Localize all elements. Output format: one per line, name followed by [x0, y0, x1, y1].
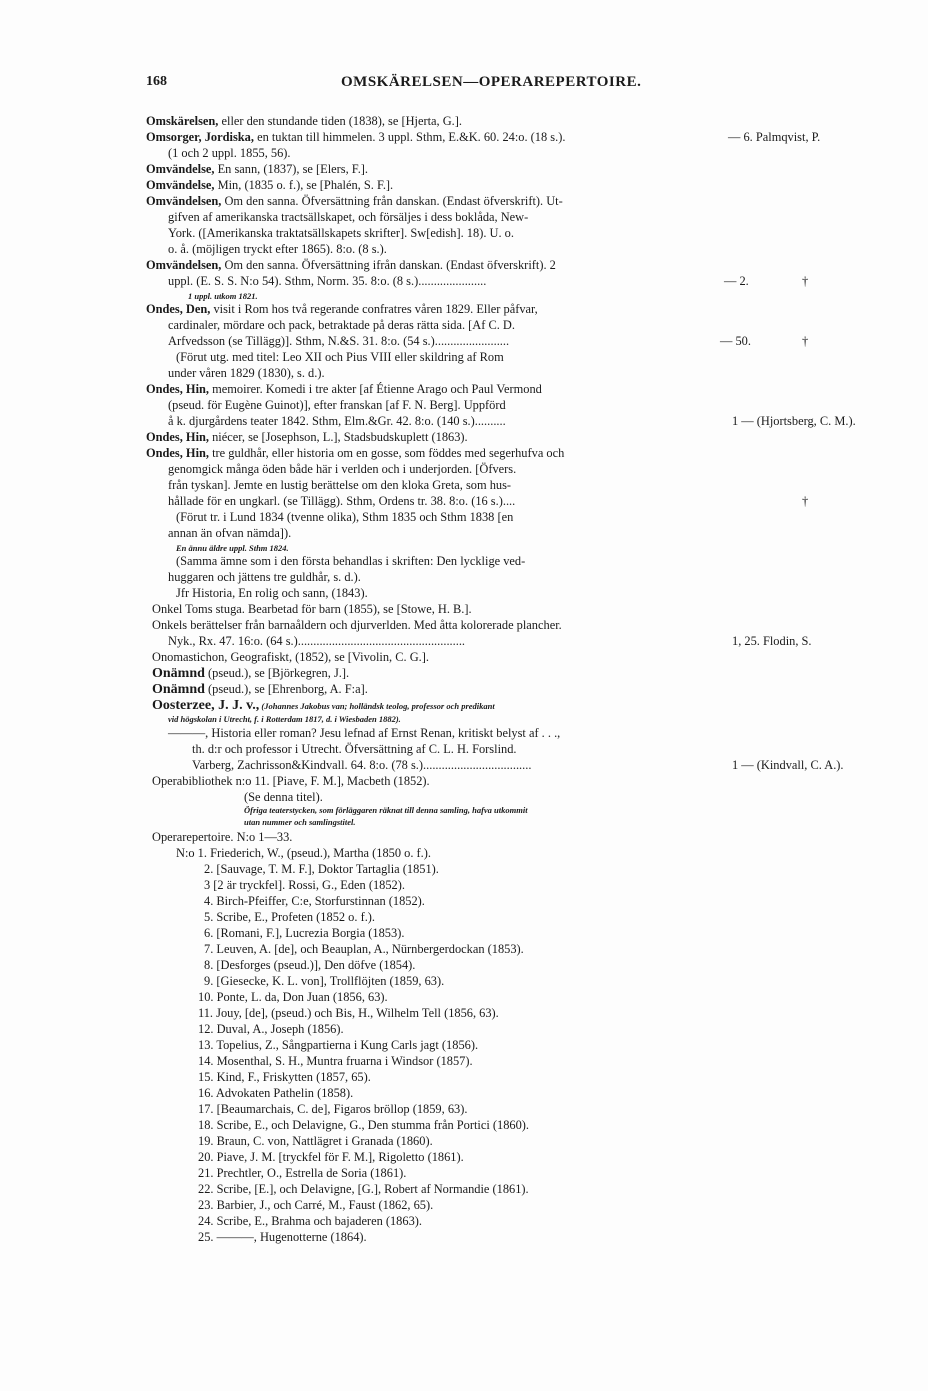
catalog-line	[204, 894, 425, 909]
entry-heading: Omskärelsen,	[146, 114, 219, 128]
entry-text: 19. Braun, C. von, Nattlägret i Granada (1860).	[198, 1134, 433, 1148]
catalog-line	[198, 1102, 467, 1117]
catalog-line	[176, 586, 368, 601]
catalog-line	[152, 666, 349, 681]
entry-heading: Omvändelsen,	[146, 258, 222, 272]
catalog-line	[198, 1054, 473, 1069]
entry-text: 12. Duval, A., Joseph (1856).	[198, 1022, 344, 1036]
running-head: OMSKÄRELSEN—OPERAREPERTOIRE.	[341, 74, 642, 90]
entry-text: 11. Jouy, [de], (pseud.) och Bis, H., Wilhelm Tell (1856, 63).	[198, 1006, 499, 1020]
entry-text: 17. [Beaumarchais, C. de], Figaros bröllop (1859, 63).	[198, 1102, 468, 1116]
catalog-line	[176, 350, 504, 365]
catalog-line	[204, 942, 524, 957]
entry-text: Om den sanna. Öfversättning från danskan. (Endast öfverskrift). Ut-	[221, 194, 563, 208]
price-entry: — 50.	[720, 334, 751, 348]
entry-text: 21. Prechtler, O., Estrella de Soria (1861).	[198, 1166, 407, 1180]
catalog-line	[152, 682, 368, 697]
entry-text: uppl. (E. S. S. N:o 54). Sthm, Norm. 35. 8:o. (8 s.)......................	[168, 274, 487, 288]
entry-text: annan än ofvan nämda]).	[168, 526, 292, 540]
price-entry: — 2.	[724, 274, 749, 288]
entry-text: 16. Advokaten Pathelin (1858).	[198, 1086, 354, 1100]
entry-text: vid högskolan i Utrecht, f. i Rotterdam 1817, d. i Wiesbaden 1882).	[168, 714, 401, 724]
catalog-line	[198, 1070, 371, 1085]
catalog-line	[168, 274, 486, 289]
catalog-line	[198, 1182, 529, 1197]
catalog-line	[176, 846, 431, 861]
catalog-line	[204, 974, 444, 989]
entry-text: (pseud.), se [Björkegren, J.].	[204, 666, 350, 680]
entry-text: Operabibliothek n:o 11. [Piave, F. M.], Macbeth (1852).	[152, 774, 430, 788]
price-entry: — 6. Palmqvist, P.	[728, 130, 821, 144]
catalog-line	[198, 1198, 433, 1213]
entry-text: huggaren och jättens tre guldhår, s. d.).	[168, 570, 361, 584]
catalog-line	[152, 650, 429, 665]
catalog-line	[204, 878, 405, 893]
entry-text: en tuktan till himmelen. 3 uppl. Sthm, E.&K. 60. 24:o. (18 s.).	[253, 130, 566, 144]
entry-text: under våren 1829 (1830), s. d.).	[168, 366, 325, 380]
entry-text: 24. Scribe, E., Brahma och bajaderen (1863).	[198, 1214, 422, 1228]
catalog-line	[198, 1150, 464, 1165]
catalog-line	[168, 570, 361, 585]
entry-text: 6. [Romani, F.], Lucrezia Borgia (1853).	[204, 926, 405, 940]
catalog-line	[198, 1038, 478, 1053]
entry-text: Arfvedsson (se Tillägg)]. Sthm, N.&S. 31. 8:o. (54 s.)........................	[168, 334, 510, 348]
entry-text: Min, (1835 o. f.), se [Phalén, S. F.].	[214, 178, 394, 192]
catalog-line	[168, 334, 509, 349]
entry-heading: Onämnd	[152, 666, 205, 681]
entry-text: York. ([Amerikanska traktatsällskapets skrifter]. Sw[edish]. 18). U. o.	[168, 226, 514, 240]
catalog-line	[168, 462, 516, 477]
entry-heading: Omsorger, Jordiska,	[146, 130, 254, 144]
entry-text: Onomastichon, Geografiskt, (1852), se [Vivolin, C. G.].	[152, 650, 429, 664]
catalog-line	[204, 958, 415, 973]
entry-text: gifven af amerikanska tractsällskapet, och försäljes i dess boklåda, New-	[168, 210, 529, 224]
catalog-line	[198, 1006, 499, 1021]
entry-text: 13. Topelius, Z., Sångpartierna i Kung Carls jagt (1856).	[198, 1038, 479, 1052]
entry-heading: Omvändelse,	[146, 178, 215, 192]
catalog-line	[204, 862, 439, 877]
entry-heading: Ondes, Hin,	[146, 446, 210, 460]
catalog-line	[168, 526, 291, 541]
catalog-line	[152, 618, 562, 633]
price-entry: †	[802, 494, 809, 508]
catalog-line	[198, 1022, 344, 1037]
entry-text: 5. Scribe, E., Profeten (1852 o. f.).	[204, 910, 376, 924]
entry-text: 15. Kind, F., Friskytten (1857, 65).	[198, 1070, 371, 1084]
page-number: 168	[146, 74, 167, 89]
entry-text: visit i Rom hos två regerande confratres våren 1829. Eller påfvar,	[210, 302, 538, 316]
catalog-line	[168, 726, 560, 741]
price-entry: 1, 25. Flodin, S.	[732, 634, 812, 648]
catalog-line	[192, 758, 531, 773]
entry-text: hållade för en ungkarl. (se Tillägg). Sthm, Ordens tr. 38. 8:o. (16 s.)....	[168, 494, 516, 508]
entry-text: (Se denna titel).	[244, 790, 323, 804]
catalog-line	[146, 194, 563, 209]
entry-text: Operarepertoire. N:o 1—33.	[152, 830, 293, 844]
catalog-line	[168, 318, 515, 333]
entry-text: En ännu äldre uppl. Sthm 1824.	[176, 543, 289, 553]
price-entry: †	[802, 334, 809, 348]
entry-text: Varberg, Zachrisson&Kindvall. 64. 8:o. (78 s.)...................................	[192, 758, 532, 772]
entry-text: från tyskan]. Jemte en lustig berättelse om den kloka Greta, som hus-	[168, 478, 512, 492]
entry-text: 23. Barbier, J., och Carré, M., Faust (1862, 65).	[198, 1198, 434, 1212]
catalog-line	[168, 478, 511, 493]
catalog-line	[146, 162, 368, 177]
catalog-line	[176, 554, 525, 569]
entry-text: 1 uppl. utkom 1821.	[188, 291, 258, 301]
entry-text: 18. Scribe, E., och Delavigne, G., Den stumma från Portici (1860).	[198, 1118, 530, 1132]
catalog-line	[198, 1230, 367, 1245]
catalog-line	[198, 1166, 406, 1181]
entry-text: eller den stundande tiden (1838), se [Hjerta, G.].	[218, 114, 463, 128]
entry-heading: Onämnd	[152, 682, 205, 697]
catalog-line	[146, 382, 542, 397]
catalog-line	[198, 990, 388, 1005]
entry-text: Onkel Toms stuga. Bearbetad för barn (1855), se [Stowe, H. B.].	[152, 602, 472, 616]
entry-heading: Omvändelse,	[146, 162, 215, 176]
entry-text: (Samma ämne som i den första behandlas i skriften: Den lycklige ved-	[176, 554, 526, 568]
entry-text: 10. Ponte, L. da, Don Juan (1856, 63).	[198, 990, 388, 1004]
entry-heading: Ondes, Hin,	[146, 382, 210, 396]
entry-text: 9. [Giesecke, K. L. von], Trollflöjten (1859, 63).	[204, 974, 445, 988]
catalog-line	[146, 430, 468, 445]
page-header	[146, 74, 716, 96]
catalog-line	[152, 602, 472, 617]
entry-text: 20. Piave, J. M. [tryckfel för F. M.], Rigoletto (1861).	[198, 1150, 464, 1164]
catalog-line	[204, 926, 404, 941]
catalog-line	[168, 634, 465, 649]
catalog-line	[198, 1134, 433, 1149]
entry-text: 7. Leuven, A. [de], och Beauplan, A., Nürnbergerdockan (1853).	[204, 942, 524, 956]
catalog-line	[168, 146, 291, 161]
price-entry: 1 — (Kindvall, C. A.).	[732, 758, 844, 772]
catalog-line	[176, 510, 513, 525]
catalog-line	[146, 302, 538, 317]
entry-text: En sann, (1837), se [Elers, F.].	[214, 162, 369, 176]
entry-heading: Ondes, Den,	[146, 302, 211, 316]
catalog-line	[204, 910, 375, 925]
entry-heading: Omvändelsen,	[146, 194, 222, 208]
catalog-line	[146, 114, 462, 129]
entry-text: 14. Mosenthal, S. H., Muntra fruarna i Windsor (1857).	[198, 1054, 473, 1068]
entry-text: Nyk., Rx. 47. 16:o. (64 s.)......................................................	[168, 634, 466, 648]
entry-text: (Johannes Jakobus van; holländsk teolog, professor och predikant	[259, 701, 495, 711]
entry-text: ———, Historia eller roman? Jesu lefnad af Ernst Renan, kritiskt belyst af . . .,	[168, 726, 561, 740]
entry-text: 3 [2 är tryckfel]. Rossi, G., Eden (1852).	[204, 878, 405, 892]
entry-heading: Ondes, Hin,	[146, 430, 210, 444]
entry-heading: Oosterzee, J. J. v.,	[152, 698, 260, 713]
catalog-line	[146, 446, 564, 461]
entry-text: memoirer. Komedi i tre akter [af Étienne Arago och Paul Vermond	[209, 382, 542, 396]
catalog-line	[146, 178, 393, 193]
entry-text: 22. Scribe, [E.], och Delavigne, [G.], Robert af Normandie (1861).	[198, 1182, 529, 1196]
catalog-line	[152, 830, 292, 845]
entry-text: (1 och 2 uppl. 1855, 56).	[168, 146, 291, 160]
catalog-line	[198, 1086, 353, 1101]
entry-text: 4. Birch-Pfeiffer, C:e, Storfurstinnan (1852).	[204, 894, 425, 908]
entry-text: å k. djurgårdens teater 1842. Sthm, Elm.&Gr. 42. 8:o. (140 s.)..........	[168, 414, 506, 428]
catalog-line	[168, 712, 401, 727]
catalog-line	[168, 398, 506, 413]
entry-text: 2. [Sauvage, T. M. F.], Doktor Tartaglia (1851).	[204, 862, 439, 876]
entry-text: utan nummer och samlingstitel.	[244, 817, 356, 827]
catalog-line	[168, 242, 387, 257]
entry-text: (pseud. för Eugène Guinot)], efter franskan [af F. N. Berg]. Uppförd	[168, 398, 506, 412]
entry-text: Om den sanna. Öfversättning ifrån danskan. (Endast öfverskrift). 2	[221, 258, 556, 272]
entry-text: (Förut tr. i Lund 1834 (tvenne olika), Sthm 1835 och Sthm 1838 [en	[176, 510, 514, 524]
catalog-line	[168, 210, 528, 225]
catalog-line	[198, 1214, 422, 1229]
catalog-line	[168, 226, 514, 241]
entry-text: (pseud.), se [Ehrenborg, A. F:a].	[204, 682, 368, 696]
entry-text: th. d:r och professor i Utrecht. Öfversättning af C. L. H. Forslind.	[192, 742, 517, 756]
entry-text: Jfr Historia, En rolig och sann, (1843).	[176, 586, 368, 600]
price-entry: †	[802, 274, 809, 288]
catalog-line	[244, 815, 355, 830]
catalog-line	[168, 414, 506, 429]
entry-text: (Förut utg. med titel: Leo XII och Pius VIII eller skildring af Rom	[176, 350, 504, 364]
entry-text: 8. [Desforges (pseud.)], Den döfve (1854).	[204, 958, 416, 972]
entry-text: Öfriga teaterstycken, som förläggaren räknat till denna samling, hafva utkommit	[244, 805, 528, 815]
entry-text: o. å. (möjligen tryckt efter 1865). 8:o. (8 s.).	[168, 242, 387, 256]
entry-text: Onkels berättelser från barnaåldern och djurverlden. Med åtta kolorerade plancher.	[152, 618, 562, 632]
entry-text: tre guldhår, eller historia om en gosse, som föddes med segerhufva och	[209, 446, 565, 460]
catalog-line	[146, 258, 556, 273]
catalog-line	[168, 494, 515, 509]
entry-text: 25. ———, Hugenotterne (1864).	[198, 1230, 367, 1244]
catalog-line	[192, 742, 517, 757]
entry-text: N:o 1. Friederich, W., (pseud.), Martha (1850 o. f.).	[176, 846, 431, 860]
catalog-line	[168, 366, 325, 381]
catalog-line	[152, 774, 430, 789]
catalog-line	[146, 130, 565, 145]
catalog-line	[198, 1118, 529, 1133]
entry-text: genomgick många öden både här i verlden och i underjorden. [Öfvers.	[168, 462, 517, 476]
price-entry: 1 — (Hjortsberg, C. M.).	[732, 414, 856, 428]
entry-text: niécer, se [Josephson, L.], Stadsbudskuplett (1863).	[209, 430, 468, 444]
entry-text: cardinaler, mördare och pack, betraktade på deras rätta sida. [Af C. D.	[168, 318, 515, 332]
